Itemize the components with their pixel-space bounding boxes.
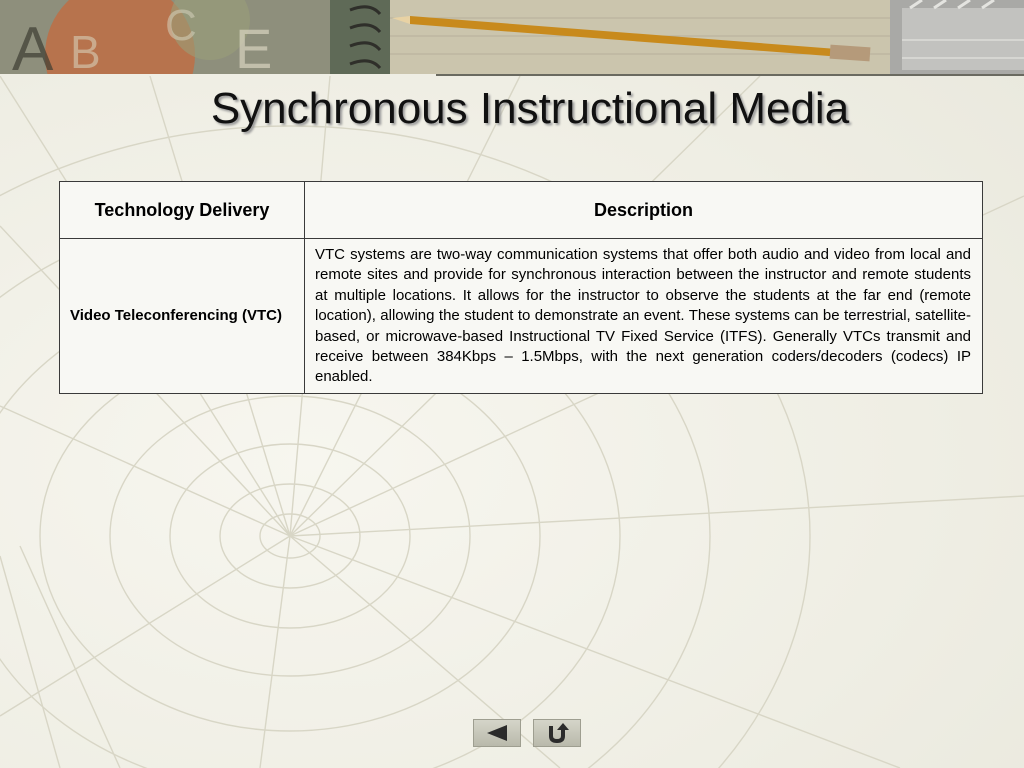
- background-web-decoration: [0, 76, 1024, 768]
- svg-text:A: A: [12, 15, 54, 74]
- notebook-pencil-image: [330, 0, 890, 74]
- clapperboard-image: [890, 0, 1024, 74]
- table-header-row: [60, 182, 983, 239]
- slide-title: Synchronous Instructional Media: [210, 84, 850, 133]
- back-button[interactable]: [473, 719, 521, 747]
- alphabet-collage-image: [0, 0, 330, 74]
- table-row: [60, 239, 983, 394]
- description-cell: VTC systems are two-way communication systems that offer both audio and video from local and remote sites and provide for synchronous interaction between the instructor and remote students at multiple locations. It allows for the instructor to observe the students at the far end (remote location), allowing the student to demonstrate an event. These systems can be terrestrial, satellite-based, or microwave-based Instructional TV Fixed Service (ITFS). Generally VTCs transmit and receive between 384Kbps – 1.5Mbps, with the next generation coders/decoders (codecs) IP enabled.: [305, 239, 983, 394]
- svg-text:C: C: [165, 1, 197, 50]
- svg-text:B: B: [70, 26, 101, 74]
- header-description: Description: [305, 182, 983, 239]
- return-button[interactable]: [533, 719, 581, 747]
- media-table: [59, 181, 983, 394]
- header-technology-delivery: Technology Delivery: [60, 182, 305, 239]
- banner-divider: [436, 74, 1024, 76]
- u-turn-return-icon: [545, 722, 569, 744]
- svg-text:E: E: [235, 17, 273, 74]
- triangle-left-icon: [485, 724, 509, 742]
- technology-cell: Video Teleconferencing (VTC): [60, 239, 305, 394]
- header-banner: [0, 0, 1024, 74]
